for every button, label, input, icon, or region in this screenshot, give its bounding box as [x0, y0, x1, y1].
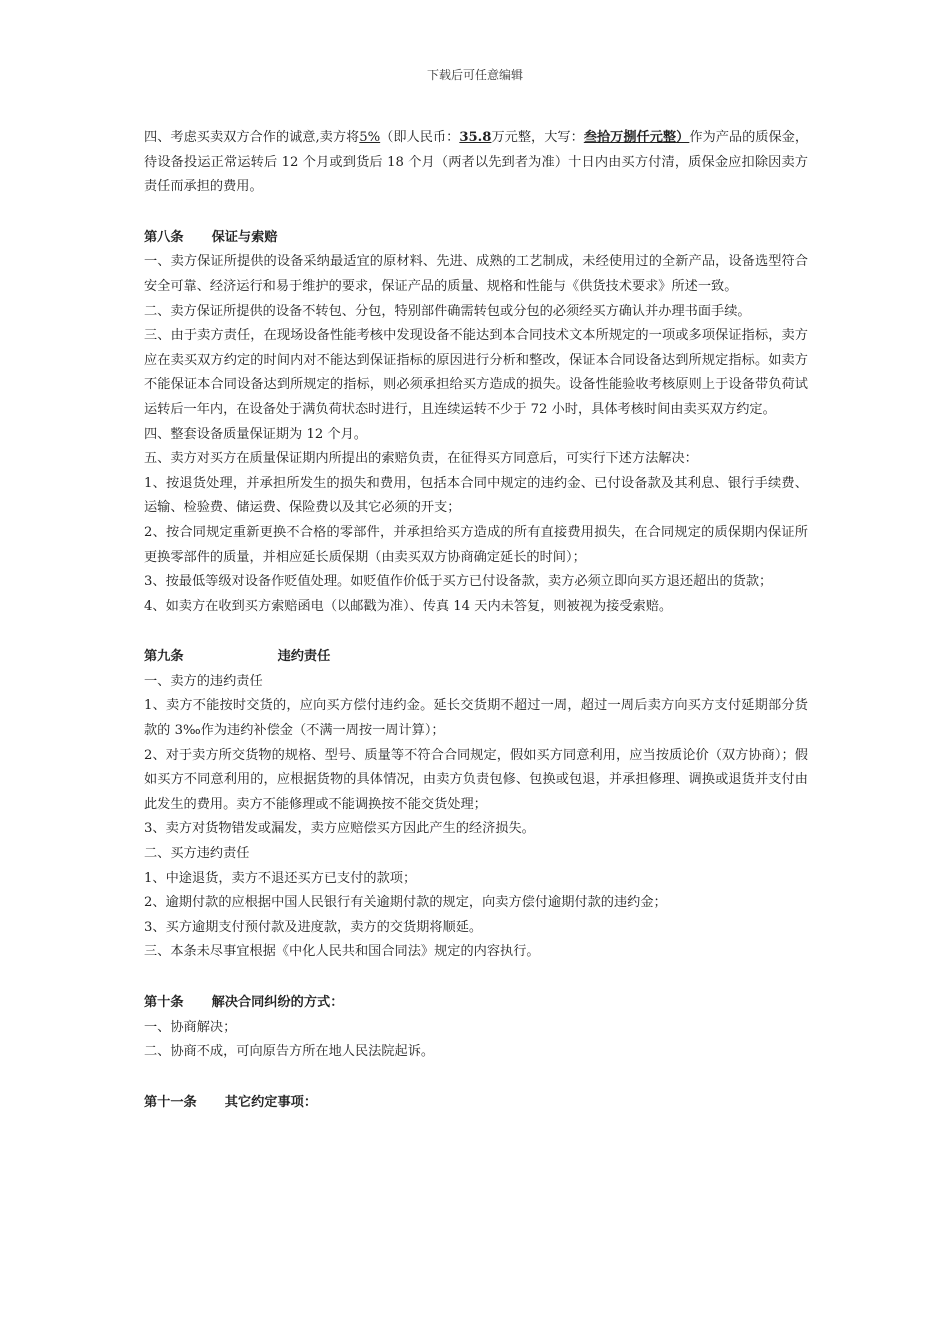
article-number: 第十一条	[144, 1094, 197, 1110]
article-9-clause: 2、对于卖方所交货物的规格、型号、质量等不符合合同规定，假如买方同意利用，应当按质论价（双方协商）；假如买方不同意利用的，应根据货物的具体情况，由卖方负责包修、包换或包退，并承担修理、调换或退货并支付由此发生的费用。卖方不能修理或不能调换按不能交货处理；	[144, 747, 808, 812]
article-8-clause: 三、由于卖方责任，在现场设备性能考核中发现设备不能达到本合同技术文本所规定的一项或多项保证指标，卖方应在卖买双方约定的时间内对不能达到保证指标的原因进行分析和整改，保证本合同设备达到所规定指标。如卖方不能保证本合同设备达到所规定的指标，则必须承担给买方造成的损失。设备性能验收考核原则上于设备带负荷试运转后一年内，在设备处于满负荷状态时进行，且连续运转不少于 72 小时，具体考核时间由卖买双方约定。	[144, 328, 808, 417]
article-8-clause: 4、如卖方在收到买方索赔函电（以邮戳为准）、传真 14 天内未答复，则被视为接受索赔。	[144, 598, 673, 614]
article-8-clause: 四、整套设备质量保证期为 12 个月。	[144, 426, 367, 442]
article-9-clause: 二、买方违约责任	[144, 846, 250, 862]
article-9-clause: 1、中途退货，卖方不退还买方已支付的款项；	[144, 870, 417, 886]
article-number: 第九条	[144, 649, 184, 665]
paragraph-warranty-deposit	[144, 126, 808, 200]
article-number: 第八条	[144, 229, 184, 245]
article-10-heading	[144, 991, 808, 1016]
amount-uppercase: 叁拾万捌仟元整）	[583, 130, 690, 145]
article-title: 保证与索赔	[211, 229, 278, 245]
article-8-heading	[144, 226, 808, 251]
article-number: 第十条	[144, 995, 184, 1010]
article-9-clause: 1、卖方不能按时交货的，应向买方偿付违约金。延长交货期不超过一周，超过一周后卖方向买方支付延期部分货款的 3‰作为违约补偿金（不满一周按一周计算）；	[144, 698, 808, 739]
percentage-value: 5%	[359, 130, 381, 145]
article-9-heading	[144, 645, 808, 670]
amount-value: 35.8	[459, 130, 492, 145]
article-11-heading	[144, 1091, 808, 1116]
article-9-clause: 3、卖方对货物错发或漏发，卖方应赔偿买方因此产生的经济损失。	[144, 821, 535, 837]
article-9-clause: 3、买方逾期支付预付款及进度款，卖方的交货期将顺延。	[144, 919, 483, 935]
article-10-clause: 一、协商解决；	[144, 1019, 237, 1035]
article-8-clause: 1、按退货处理，并承担所发生的损失和费用，包括本合同中规定的违约金、已付设备款及其利息、银行手续费、运输、检验费、储运费、保险费以及其它必须的开支；	[144, 475, 808, 516]
article-9-clause: 三、本条未尽事宜根据《中化人民共和国合同法》规定的内容执行。	[144, 944, 540, 960]
article-8-clause: 2、按合同规定重新更换不合格的零部件，并承担给买方造成的所有直接费用损失，在合同规定的质保期内保证所更换零部件的质量，并相应延长质保期（由卖买双方协商确定延长的时间）；	[144, 524, 808, 565]
document-body	[144, 126, 808, 1115]
text-segment: 作为产品的质保金，待设备投运正常运转后 12 个月或到货后 18 个月（两者以先到者为准）十日内由买方付清，质保金应扣除因卖方责任而承担的费用。	[144, 130, 809, 195]
text-segment: 万元整，大写：	[491, 130, 584, 145]
article-10-clause: 二、协商不成，可向原告方所在地人民法院起诉。	[144, 1044, 435, 1060]
page-header: 下载后可任意编辑	[426, 68, 523, 82]
article-title: 解决合同纠纷的方式：	[211, 995, 344, 1010]
article-8-clause: 五、卖方对买方在质量保证期内所提出的索赔负责，在征得买方同意后，可实行下述方法解决：	[144, 451, 698, 467]
article-8-clause: 二、卖方保证所提供的设备不转包、分包，特别部件确需转包或分包的必须经买方确认并办理书面手续。	[144, 303, 751, 319]
text-segment: （即人民币：	[380, 130, 460, 145]
text-segment: 四、考虑买卖双方合作的诚意,卖方将	[144, 130, 360, 145]
article-9-clause: 2、逾期付款的应根据中国人民银行有关逾期付款的规定，向卖方偿付逾期付款的违约金；	[144, 895, 667, 911]
article-8-clause: 3、按最低等级对设备作贬值处理。如贬值作价低于买方已付设备款，卖方必须立即向买方退还超出的货款；	[144, 574, 773, 590]
article-title: 违约责任	[277, 649, 331, 665]
article-9-clause: 一、卖方的违约责任	[144, 673, 263, 689]
article-8-clause: 一、卖方保证所提供的设备采纳最适宜的原材料、先进、成熟的工艺制成，未经使用过的全新产品，设备选型符合安全可靠、经济运行和易于维护的要求，保证产品的质量、规格和性能与《供货技术要求》所述一致。	[144, 254, 808, 294]
article-title: 其它约定事项：	[224, 1094, 318, 1110]
